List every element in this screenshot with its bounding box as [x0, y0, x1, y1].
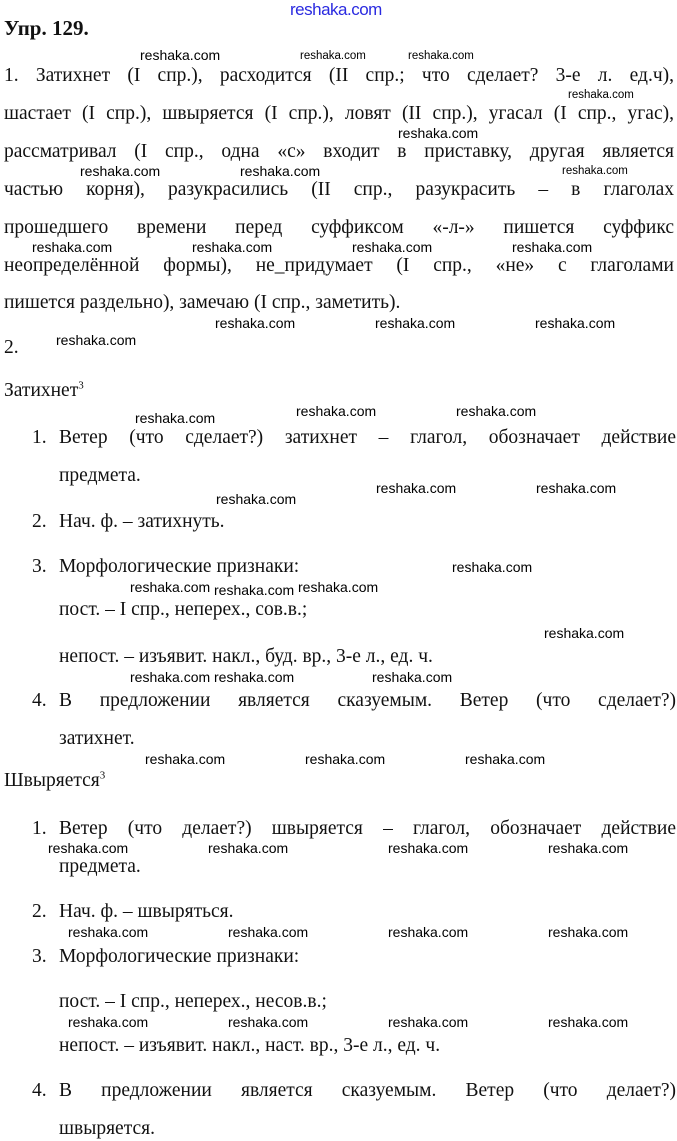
watermark: reshaka.com — [388, 840, 469, 856]
watermark: reshaka.com — [145, 751, 226, 767]
text-line: Нач. ф. – швыряться. — [59, 901, 234, 922]
text-line: неопределённой формы), не_придумает (I спр., «не» с глаголами — [4, 255, 674, 276]
watermark: reshaka.com — [544, 625, 625, 641]
watermark: reshaka.com — [48, 840, 129, 856]
text-line: предмета. — [59, 856, 141, 877]
part2-label: 2. — [4, 337, 19, 358]
watermark: reshaka.com — [548, 924, 629, 940]
watermark: reshaka.com — [228, 924, 309, 940]
superscript: 3 — [78, 379, 84, 392]
text-line: пост. – I спр., неперех., несов.в.; — [59, 991, 327, 1012]
watermark: reshaka.com — [130, 669, 211, 685]
watermark: reshaka.com — [512, 239, 593, 255]
watermark: reshaka.com — [214, 582, 295, 598]
text-line: рассматривал (I спр., одна «с» входит в приставку, другая является — [4, 141, 674, 162]
watermark: reshaka.com — [562, 165, 628, 177]
watermark: reshaka.com — [56, 332, 137, 348]
watermark: reshaka.com — [375, 315, 456, 331]
superscript: 3 — [99, 769, 106, 782]
watermark: reshaka.com — [296, 403, 377, 419]
text-line: Нач. ф. – затихнуть. — [59, 511, 225, 532]
watermark: reshaka.com — [548, 1014, 629, 1030]
exercise-title: Упр. 129. — [4, 16, 89, 40]
text-line: В предложении является сказуемым. Ветер (что делает?) — [59, 1080, 676, 1101]
watermark: reshaka.com — [388, 1014, 469, 1030]
watermark-top: reshaka.com — [290, 0, 382, 19]
text-line: пишется раздельно), замечаю (I спр., заметить). — [4, 292, 401, 313]
text-line: затихнет. — [59, 728, 135, 749]
watermark: reshaka.com — [135, 410, 216, 426]
watermark: reshaka.com — [216, 491, 297, 507]
watermark: reshaka.com — [240, 163, 321, 179]
item-number: 4. — [32, 1080, 47, 1101]
item-number: 3. — [32, 946, 47, 967]
text-line: Ветер (что сделает?) затихнет – глагол, обозначает действие — [59, 427, 676, 448]
text-line: швыряется. — [59, 1118, 155, 1139]
watermark: reshaka.com — [398, 125, 479, 141]
watermark: reshaka.com — [456, 403, 537, 419]
watermark: reshaka.com — [300, 50, 366, 62]
item-number: 3. — [32, 556, 47, 577]
text-line: непост. – изъявит. накл., наст. вр., 3-е л., ед. ч. — [59, 1035, 441, 1056]
word-text: Швыряется — [4, 770, 100, 791]
item-number: 2. — [32, 511, 47, 532]
watermark: reshaka.com — [536, 480, 617, 496]
watermark: reshaka.com — [68, 1014, 149, 1030]
watermark: reshaka.com — [228, 1014, 309, 1030]
text-line: 1. Затихнет (I спр.), расходится (II спр.; что сделает? 3-е л. ед.ч), — [4, 65, 674, 86]
watermark: reshaka.com — [140, 47, 221, 63]
watermark: reshaka.com — [80, 163, 161, 179]
watermark: reshaka.com — [215, 315, 296, 331]
word-text: Затихнет — [4, 380, 79, 401]
item-number: 2. — [32, 901, 47, 922]
watermark: reshaka.com — [388, 924, 469, 940]
text-line: пост. – I спр., неперех., сов.в.; — [59, 599, 308, 620]
word-heading — [4, 770, 105, 792]
text-line: Ветер (что делает?) швыряется – глагол, обозначает действие — [59, 818, 676, 839]
watermark: reshaka.com — [352, 239, 433, 255]
watermark: reshaka.com — [376, 480, 457, 496]
watermark: reshaka.com — [452, 559, 533, 575]
watermark: reshaka.com — [408, 50, 474, 62]
watermark: reshaka.com — [298, 579, 379, 595]
watermark: reshaka.com — [305, 751, 386, 767]
text-line: Морфологические признаки: — [59, 946, 300, 967]
watermark: reshaka.com — [214, 669, 295, 685]
word-heading — [4, 380, 84, 402]
watermark: reshaka.com — [568, 89, 634, 101]
text-line: прошедшего времени перед суффиксом «-л-» пишется суффикс — [4, 217, 674, 238]
text-line: непост. – изъявит. накл., буд. вр., 3-е л., ед. ч. — [59, 646, 433, 667]
text-line: шастает (I спр.), швыряется (I спр.), ловят (II спр.), угасал (I спр., угас), — [4, 103, 674, 124]
watermark: reshaka.com — [372, 669, 453, 685]
item-number: 4. — [32, 690, 47, 711]
text-line: В предложении является сказуемым. Ветер (что сделает?) — [59, 690, 676, 711]
watermark: reshaka.com — [535, 315, 616, 331]
watermark: reshaka.com — [208, 840, 289, 856]
watermark: reshaka.com — [548, 840, 629, 856]
text-line: Морфологические признаки: — [59, 556, 300, 577]
item-number: 1. — [32, 818, 47, 839]
watermark: reshaka.com — [130, 579, 211, 595]
watermark: reshaka.com — [192, 239, 273, 255]
text-line: предмета. — [59, 465, 141, 486]
text-line: частью корня), разукрасились (II спр., разукрасить – в глаголах — [4, 179, 674, 200]
watermark: reshaka.com — [68, 924, 149, 940]
item-number: 1. — [32, 427, 47, 448]
watermark: reshaka.com — [32, 239, 113, 255]
watermark: reshaka.com — [465, 751, 546, 767]
